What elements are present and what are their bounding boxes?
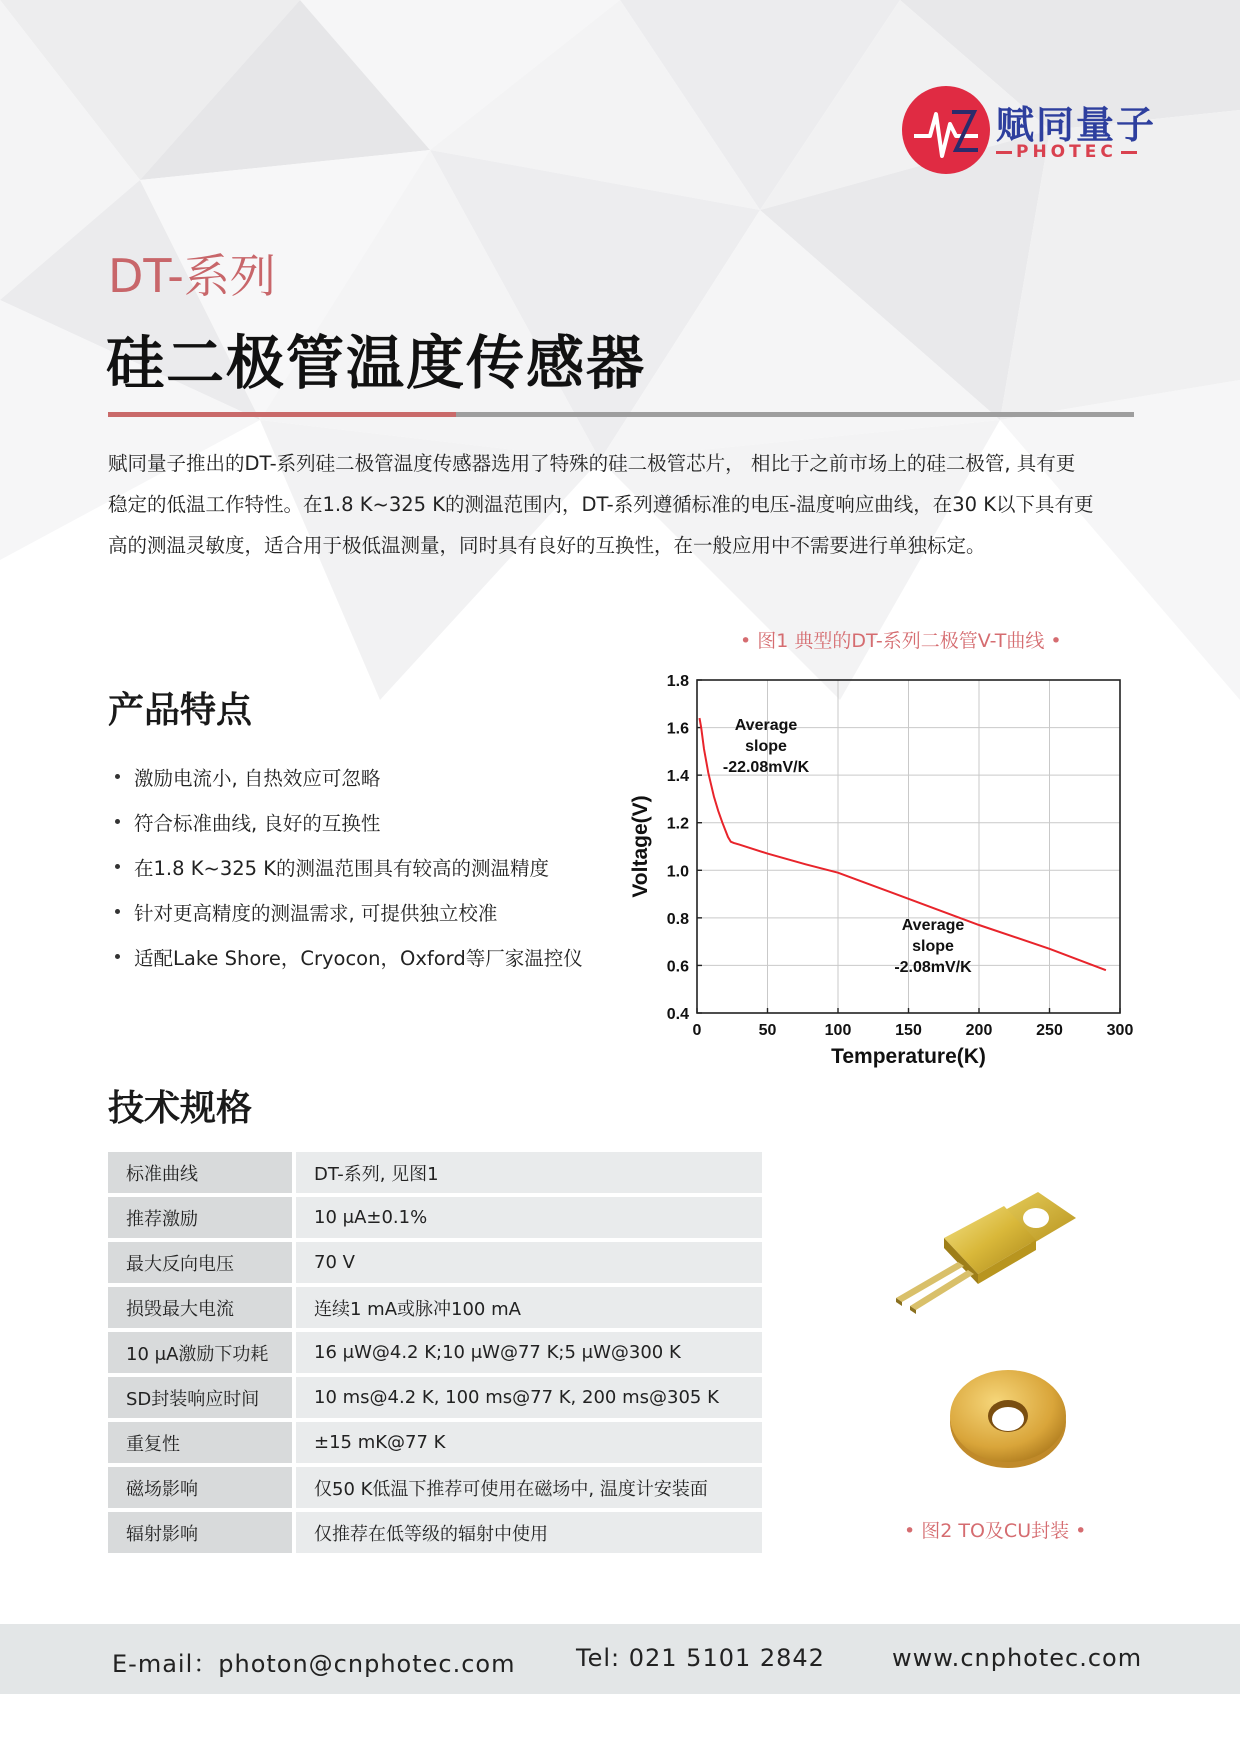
bullet-icon bbox=[115, 864, 120, 869]
page-title: 硅二极管温度传感器 bbox=[106, 329, 647, 397]
x-tick-label: 200 bbox=[965, 1022, 993, 1039]
spec-value: 16 μW@4.2 K;10 μW@77 K;5 μW@300 K bbox=[296, 1332, 762, 1373]
bullet-icon bbox=[115, 909, 120, 914]
footer-website[interactable]: www.cnphotec.com bbox=[892, 1644, 1143, 1672]
brand-name-cn: 赋同量子 bbox=[996, 103, 1157, 147]
y-tick-label: 1.6 bbox=[666, 720, 689, 738]
spec-value: 70 V bbox=[296, 1242, 762, 1283]
feature-text: 适配Lake Shore，Cryocon，Oxford等厂家温控仪 bbox=[134, 946, 583, 970]
feature-item bbox=[110, 754, 630, 799]
spec-key: 最大反向电压 bbox=[108, 1242, 296, 1283]
spec-key: SD封装响应时间 bbox=[108, 1377, 296, 1418]
footer-email[interactable]: E-mail：photon@cnphotec.com bbox=[112, 1650, 516, 1678]
y-tick-label: 1.8 bbox=[666, 673, 689, 690]
title-divider bbox=[108, 412, 1134, 417]
table-row bbox=[108, 1422, 762, 1463]
feature-item bbox=[110, 934, 630, 979]
spec-key: 损毁最大电流 bbox=[108, 1287, 296, 1328]
slope-annotation: -22.08mV/K bbox=[722, 759, 810, 776]
bullet-icon bbox=[115, 819, 120, 824]
bullet-icon bbox=[115, 774, 120, 779]
feature-text: 在1.8 K~325 K的测温范围具有较高的测温精度 bbox=[134, 856, 550, 880]
brand-name-en bbox=[996, 142, 1156, 162]
spec-value: 仅推荐在低等级的辐射中使用 bbox=[296, 1512, 762, 1553]
spec-value: 连续1 mA或脉冲100 mA bbox=[296, 1287, 762, 1328]
specs-table bbox=[108, 1148, 762, 1557]
feature-item bbox=[110, 799, 630, 844]
figure2-caption: • 图2 TO及CU封装 • bbox=[904, 1520, 1087, 1542]
intro-line: 赋同量子推出的DT-系列硅二极管温度传感器选用了特殊的硅二极管芯片， 相比于之前市场上的硅二极管, 具有更 bbox=[108, 452, 1076, 475]
intro-line: 稳定的低温工作特性。在1.8 K~325 K的测温范围内，DT-系列遵循标准的电压-温度响应曲线，在30 K以下具有更 bbox=[108, 493, 1094, 516]
feature-item bbox=[110, 844, 630, 889]
x-axis-title: Temperature(K) bbox=[831, 1045, 986, 1068]
x-tick-label: 100 bbox=[824, 1022, 852, 1039]
table-row bbox=[108, 1377, 762, 1418]
spec-key: 10 μA激励下功耗 bbox=[108, 1332, 296, 1373]
to-package-image bbox=[886, 1178, 1086, 1338]
cu-package-image bbox=[940, 1356, 1076, 1476]
x-tick-label: 250 bbox=[1036, 1022, 1063, 1039]
spec-value: DT-系列, 见图1 bbox=[296, 1152, 762, 1193]
specs-heading: 技术规格 bbox=[108, 1088, 253, 1129]
feature-text: 激励电流小, 自热效应可忽略 bbox=[134, 766, 381, 790]
table-row bbox=[108, 1242, 762, 1283]
spec-key: 标准曲线 bbox=[108, 1152, 296, 1193]
x-tick-label: 300 bbox=[1106, 1022, 1134, 1039]
footer-phone[interactable]: Tel: 021 5101 2842 bbox=[576, 1644, 825, 1672]
spec-key: 磁场影响 bbox=[108, 1467, 296, 1508]
slope-annotation: slope bbox=[912, 938, 954, 955]
slope-annotation: Average bbox=[901, 917, 965, 934]
table-row bbox=[108, 1332, 762, 1373]
vt-curve-svg bbox=[620, 668, 1140, 1088]
table-row bbox=[108, 1512, 762, 1553]
brand-name-en-text: PHOTEC bbox=[1016, 142, 1117, 162]
features-list bbox=[110, 754, 630, 979]
feature-item bbox=[110, 889, 630, 934]
y-tick-label: 1.0 bbox=[666, 863, 689, 881]
vt-curve-chart bbox=[620, 668, 1140, 1088]
bullet-icon bbox=[115, 954, 120, 959]
intro-line: 高的测温灵敏度，适合用于极低温测量，同时具有良好的互换性，在一般应用中不需要进行单独标定。 bbox=[108, 534, 986, 557]
series-label: DT-系列 bbox=[108, 249, 276, 303]
y-tick-label: 1.4 bbox=[666, 768, 689, 786]
feature-text: 符合标准曲线, 良好的互换性 bbox=[134, 811, 381, 835]
y-tick-label: 0.4 bbox=[666, 1006, 689, 1023]
intro-paragraph bbox=[108, 443, 1138, 566]
table-row bbox=[108, 1152, 762, 1193]
spec-value: 10 μA±0.1% bbox=[296, 1197, 762, 1238]
spec-value: 10 ms@4.2 K, 100 ms@77 K, 200 ms@305 K bbox=[296, 1377, 762, 1418]
feature-text: 针对更高精度的测温需求, 可提供独立校准 bbox=[134, 901, 498, 925]
table-row bbox=[108, 1287, 762, 1328]
slope-annotation: slope bbox=[745, 738, 787, 755]
footer-bar bbox=[0, 1624, 1240, 1694]
figure1-caption: • 图1 典型的DT-系列二极管V-T曲线 • bbox=[740, 630, 1062, 652]
table-row bbox=[108, 1197, 762, 1238]
features-heading: 产品特点 bbox=[108, 690, 253, 731]
y-tick-label: 0.6 bbox=[666, 958, 689, 976]
spec-key: 推荐激励 bbox=[108, 1197, 296, 1238]
spec-value: ±15 mK@77 K bbox=[296, 1422, 762, 1463]
y-tick-label: 0.8 bbox=[666, 910, 689, 928]
x-tick-label: 150 bbox=[895, 1022, 922, 1039]
spec-key: 辐射影响 bbox=[108, 1512, 296, 1553]
spec-key: 重复性 bbox=[108, 1422, 296, 1463]
table-row bbox=[108, 1467, 762, 1508]
x-tick-label: 0 bbox=[692, 1022, 702, 1039]
y-axis-title: Voltage(V) bbox=[629, 795, 652, 898]
slope-annotation: -2.08mV/K bbox=[894, 959, 972, 976]
spec-value: 仅50 K低温下推荐可使用在磁场中, 温度计安装面 bbox=[296, 1467, 762, 1508]
photec-logo-icon bbox=[900, 84, 992, 176]
brand-logo bbox=[900, 84, 1160, 176]
slope-annotation: Average bbox=[734, 717, 798, 734]
y-tick-label: 1.2 bbox=[666, 815, 689, 833]
x-tick-label: 50 bbox=[758, 1022, 777, 1039]
